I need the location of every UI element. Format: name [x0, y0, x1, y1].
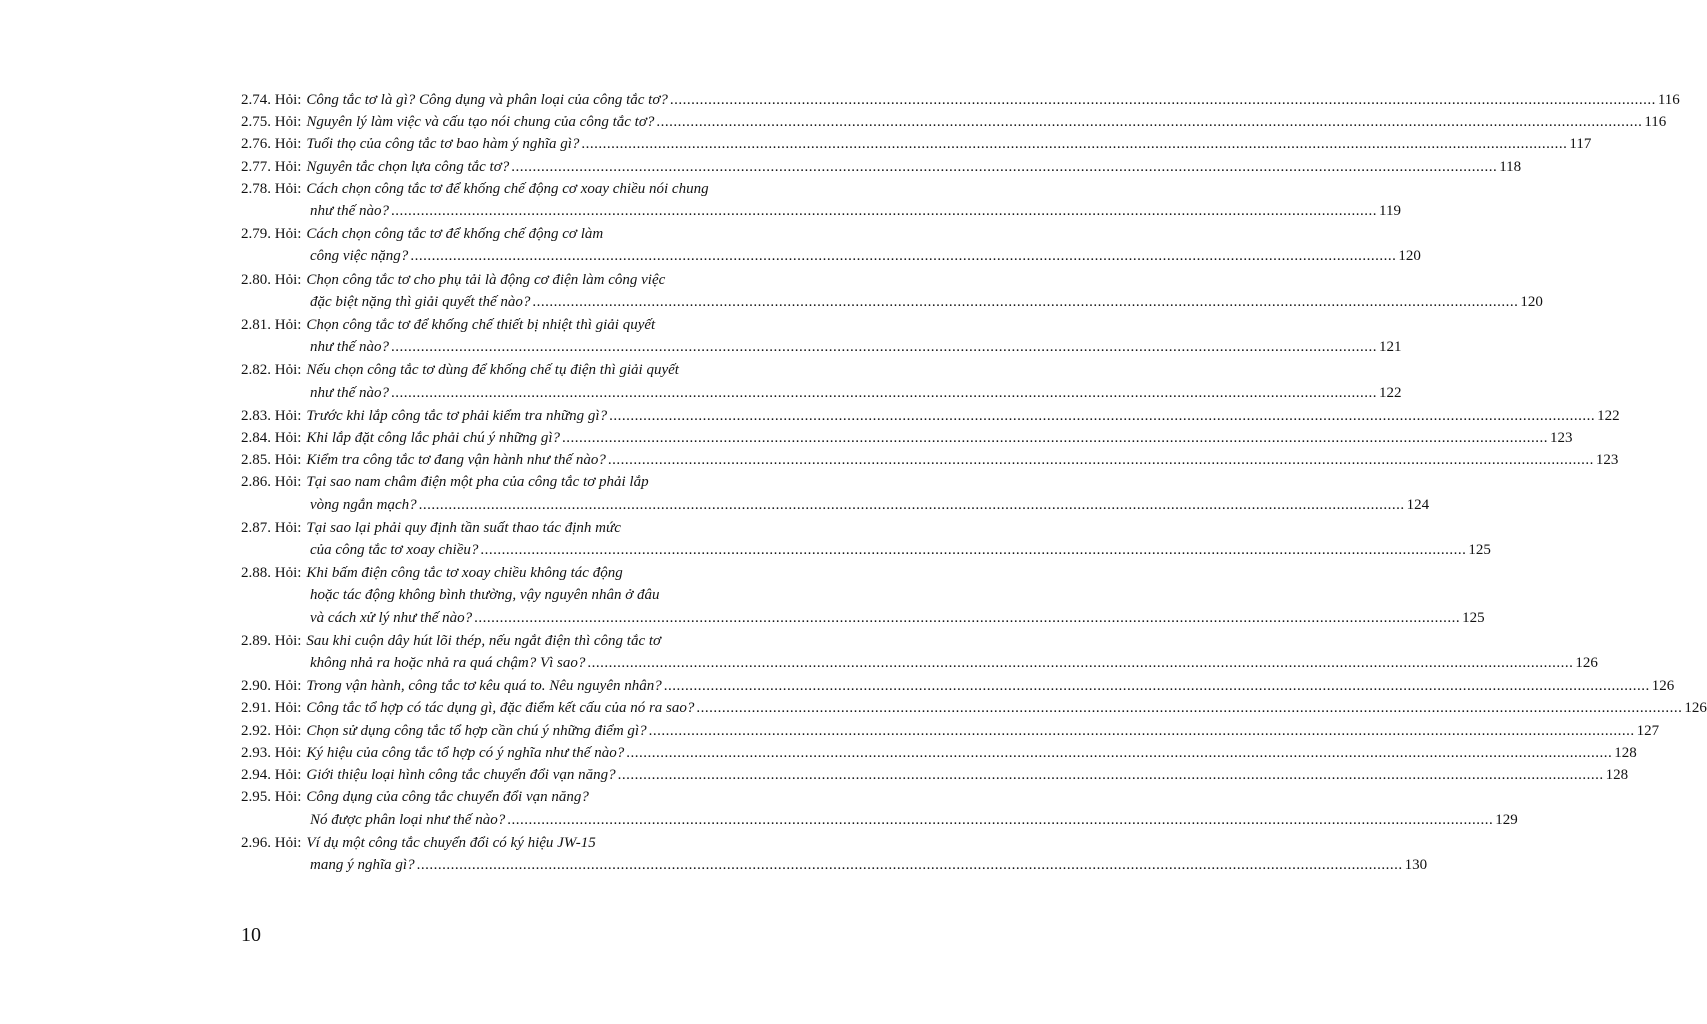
- toc-entry: [241, 269, 1543, 313]
- toc-entry-question: Tại sao lại phải quy định tần suất thao tác định mức: [306, 519, 621, 536]
- toc-entry-number: 2.92.: [241, 722, 271, 739]
- toc-entry-question: Công tắc tơ là gì? Công dụng và phân loại của công tắc tơ?: [306, 92, 668, 108]
- toc-entry-page: 127: [1636, 722, 1660, 739]
- toc-entry-page: 121: [1379, 339, 1402, 356]
- dot-leader: [696, 697, 1682, 719]
- dot-leader: [391, 200, 1377, 222]
- toc-entry-question: Công dụng của công tắc chuyển đổi vạn năng?: [306, 789, 589, 806]
- dot-leader: [410, 245, 1396, 267]
- toc-entry-number: 2.90.: [241, 678, 271, 695]
- toc-entry-page: 122: [1379, 384, 1402, 401]
- toc-entry-number: 2.74.: [241, 92, 271, 108]
- toc-entry-number: 2.77.: [241, 158, 271, 175]
- toc-entry-first-line: [241, 156, 1522, 178]
- toc-entry: [241, 720, 1660, 742]
- toc-entry-first-line: [241, 427, 1573, 449]
- toc-entry-question: mang ý nghĩa gì?: [310, 856, 415, 873]
- toc-entry: [241, 223, 1421, 267]
- toc-entry-first-line: [241, 742, 1637, 764]
- toc-entry-page: 125: [1468, 542, 1491, 559]
- dot-leader: [587, 652, 1573, 674]
- toc-entry-question: vòng ngắn mạch?: [310, 496, 417, 513]
- page-number: 10: [241, 924, 261, 946]
- toc-entry-continuation-line: [241, 584, 771, 606]
- toc-entry-number: 2.82.: [241, 362, 271, 379]
- toc-entry: [241, 764, 1629, 786]
- toc-entry-question: Công tắc tổ hợp có tác dụng gì, đặc điểm kết cấu của nó ra sao?: [306, 700, 695, 717]
- dot-leader: [608, 449, 1594, 471]
- toc-entry-number: 2.91.: [241, 700, 271, 717]
- toc-entry-page: 124: [1406, 496, 1430, 513]
- dot-leader: [391, 382, 1377, 404]
- toc-entry-continuation-line: [241, 245, 1421, 267]
- toc-entry: [241, 630, 1598, 674]
- toc-entry-question: Cách chọn công tắc tơ để khống chế động cơ làm: [306, 226, 604, 243]
- toc-entry-page: 119: [1379, 203, 1401, 220]
- toc-entry: [241, 562, 1485, 629]
- toc-entry-number: 2.79.: [241, 226, 271, 243]
- toc-entry-page: 125: [1462, 609, 1485, 626]
- toc-entry-page: 129: [1495, 811, 1518, 828]
- toc-entry-continuation-line: [241, 291, 1543, 313]
- toc-entry-question: Ví dụ một công tắc chuyển đổi có ký hiệu JW-15: [306, 834, 596, 851]
- toc-entry-continuation-line: [241, 336, 1402, 358]
- toc-entry-question: Chọn sử dụng công tắc tổ hợp cần chú ý những điểm gì?: [306, 722, 647, 739]
- toc-entry-continuation-line: [241, 854, 1428, 876]
- dot-leader: [474, 607, 1460, 629]
- toc-entry-page: 117: [1569, 136, 1592, 153]
- toc-entry-question: như thế nào?: [310, 384, 390, 401]
- toc-entry-first-line: [241, 786, 771, 808]
- toc-entry-first-line: [241, 675, 1675, 697]
- toc-entry-page: 123: [1550, 430, 1573, 447]
- toc-entry-continuation-line: [241, 607, 1485, 629]
- toc-entry-question: như thế nào?: [310, 339, 390, 356]
- toc-entry-question: như thế nào?: [310, 203, 390, 220]
- toc-entry-first-line: [241, 630, 771, 652]
- toc-entry-question: công việc nặng?: [310, 248, 409, 265]
- toc-entry: [241, 314, 1402, 358]
- toc-entry-page: 120: [1398, 248, 1421, 265]
- toc-entry-question: Giới thiệu loại hình công tắc chuyển đổi vạn năng?: [306, 767, 616, 784]
- toc-entry-first-line: [241, 832, 771, 854]
- toc-entry-number: 2.84.: [241, 430, 271, 447]
- toc-entry-question: và cách xử lý như thế nào?: [310, 609, 473, 626]
- toc-entry-question: Kiểm tra công tắc tơ đang vận hành như thế nào?: [306, 452, 606, 469]
- toc-entry-first-line: [241, 111, 1667, 133]
- toc-entry-page: 122: [1597, 407, 1620, 424]
- toc-entry-number: 2.94.: [241, 767, 271, 784]
- toc-entry-question: của công tắc tơ xoay chiều?: [310, 542, 479, 559]
- toc-entry-number: 2.83.: [241, 407, 271, 424]
- toc-entry-label: Hỏi:: [274, 744, 302, 761]
- toc-entry: [241, 133, 1592, 155]
- toc-entry-label: Hỏi:: [274, 114, 302, 131]
- dot-leader: [656, 111, 1642, 133]
- toc-entry-first-line: [241, 517, 771, 539]
- toc-entry-number: 2.80.: [241, 271, 271, 288]
- toc-entry-question: Nó được phân loại như thế nào?: [310, 811, 506, 828]
- toc-entry: [241, 517, 1491, 561]
- toc-entry-first-line: [241, 133, 1592, 155]
- dot-leader: [562, 427, 1548, 449]
- toc-entry: [241, 449, 1619, 471]
- toc-entry: [241, 89, 1680, 111]
- toc-entry-question: Tuổi thọ của công tắc tơ bao hàm ý nghĩa gì?: [306, 136, 580, 153]
- toc-entry-number: 2.86.: [241, 474, 271, 491]
- dot-leader: [419, 494, 1405, 516]
- toc-entry-page: 126: [1684, 700, 1707, 717]
- toc-entry-label: Hỏi:: [274, 317, 302, 334]
- toc-entry-label: Hỏi:: [274, 92, 302, 108]
- toc-entry-page: 116: [1657, 92, 1680, 108]
- toc-entry-label: Hỏi:: [274, 452, 302, 469]
- toc-entry-number: 2.87.: [241, 519, 271, 536]
- toc-entry: [241, 471, 1430, 515]
- toc-entry-label: Hỏi:: [274, 362, 302, 379]
- toc-entry-first-line: [241, 697, 1707, 719]
- toc-entry-page: 130: [1404, 856, 1428, 873]
- dot-leader: [618, 764, 1604, 786]
- dot-leader: [649, 720, 1635, 742]
- toc-entry-label: Hỏi:: [274, 632, 302, 649]
- toc-entry-label: Hỏi:: [274, 722, 302, 739]
- toc-entry-continuation-line: [241, 200, 1401, 222]
- toc-entry-label: Hỏi:: [274, 767, 302, 784]
- toc-entry-first-line: [241, 314, 771, 336]
- toc-entry-number: 2.88.: [241, 565, 271, 582]
- toc-entry-first-line: [241, 405, 1620, 427]
- toc-entry-number: 2.95.: [241, 789, 271, 806]
- toc-entry: [241, 405, 1620, 427]
- toc-entry-question: Nguyên lý làm việc và cấu tạo nói chung của công tắc tơ?: [306, 114, 655, 131]
- toc-entry-label: Hỏi:: [274, 226, 302, 243]
- dot-leader: [581, 133, 1567, 155]
- toc-entry: [241, 786, 1518, 830]
- toc-entry: [241, 427, 1573, 449]
- toc-entry-label: Hỏi:: [274, 678, 302, 695]
- toc-entry-page: 126: [1575, 655, 1598, 672]
- toc-entry-first-line: [241, 562, 771, 584]
- dot-leader: [507, 809, 1493, 831]
- toc-entry-first-line: [241, 178, 771, 200]
- toc-entry: [241, 675, 1675, 697]
- toc-entry-label: Hỏi:: [274, 565, 302, 582]
- toc-entry-question: Tại sao nam châm điện một pha của công tắc tơ phải lắp: [306, 474, 649, 491]
- dot-leader: [532, 291, 1518, 313]
- toc-entry-number: 2.78.: [241, 180, 271, 197]
- toc-entry-question: không nhả ra hoặc nhả ra quá chậm? Vì sao?: [310, 655, 586, 672]
- toc-entry-page: 123: [1595, 452, 1619, 469]
- toc-entry-label: Hỏi:: [274, 474, 302, 491]
- toc-entry-question: Khi bấm điện công tắc tơ xoay chiều không tác động: [306, 565, 623, 582]
- toc-entry-number: 2.81.: [241, 317, 271, 334]
- toc-entry-page: 120: [1520, 293, 1543, 310]
- toc-entry-label: Hỏi:: [274, 430, 302, 447]
- toc-entry-question: Ký hiệu của công tắc tổ hợp có ý nghĩa như thế nào?: [306, 744, 625, 761]
- toc-entry-question: Cách chọn công tắc tơ để khống chế động cơ xoay chiều nói chung: [306, 180, 709, 197]
- toc-entry-number: 2.85.: [241, 452, 271, 469]
- toc-entry-question: Chọn công tắc tơ để khống chế thiết bị nhiệt thì giải quyết: [306, 317, 656, 334]
- toc-entry-first-line: [241, 269, 771, 291]
- toc-entry-label: Hỏi:: [274, 136, 302, 153]
- dot-leader: [626, 742, 1612, 764]
- toc-entry-question: Nguyên tắc chọn lựa công tắc tơ?: [306, 158, 510, 175]
- toc-entry: [241, 742, 1637, 764]
- toc-entry-label: Hỏi:: [274, 158, 302, 175]
- dot-leader: [670, 89, 1656, 111]
- dot-leader: [664, 675, 1650, 697]
- toc-entry-question: Trước khi lắp công tắc tơ phải kiểm tra những gì?: [306, 407, 608, 424]
- toc-entry-first-line: [241, 471, 771, 493]
- toc-entry-number: 2.93.: [241, 744, 271, 761]
- toc-entry-question: Nếu chọn công tắc tơ dùng để khống chế tụ điện thì giải quyết: [306, 362, 679, 379]
- toc-entry-continuation-line: [241, 494, 1430, 516]
- dot-leader: [480, 539, 1466, 561]
- toc-entry-first-line: [241, 89, 1680, 111]
- toc-entry-first-line: [241, 449, 1619, 471]
- toc-entry-label: Hỏi:: [274, 407, 302, 424]
- toc-entry: [241, 111, 1667, 133]
- table-of-contents: [241, 89, 1707, 877]
- toc-entry-page: 126: [1651, 678, 1675, 695]
- toc-entry-first-line: [241, 720, 1660, 742]
- toc-entry-page: 118: [1499, 158, 1522, 175]
- toc-entry-label: Hỏi:: [274, 180, 302, 197]
- toc-entry-page: 128: [1605, 767, 1629, 784]
- toc-entry-number: 2.89.: [241, 632, 271, 649]
- toc-entry-label: Hỏi:: [274, 519, 302, 536]
- toc-entry-question: Khi lắp đặt công lắc phải chú ý những gì?: [306, 430, 560, 447]
- toc-entry-question: Trong vận hành, công tắc tơ kêu quá to. Nêu nguyên nhân?: [306, 678, 662, 695]
- toc-entry-question: hoặc tác động không bình thường, vậy nguyên nhân ở đâu: [310, 587, 660, 604]
- toc-entry: [241, 156, 1522, 178]
- toc-entry-page: 116: [1644, 114, 1667, 131]
- toc-entry: [241, 832, 1428, 876]
- toc-entry-first-line: [241, 223, 771, 245]
- toc-entry-number: 2.96.: [241, 834, 271, 851]
- toc-entry-first-line: [241, 764, 1629, 786]
- toc-entry: [241, 178, 1401, 222]
- dot-leader: [511, 156, 1497, 178]
- toc-entry-label: Hỏi:: [274, 789, 302, 806]
- toc-entry-question: Chọn công tắc tơ cho phụ tải là động cơ điện làm công việc: [306, 271, 666, 288]
- toc-entry: [241, 697, 1707, 719]
- dot-leader: [391, 336, 1377, 358]
- toc-entry-label: Hỏi:: [274, 834, 302, 851]
- toc-entry-number: 2.76.: [241, 136, 271, 153]
- dot-leader: [417, 854, 1403, 876]
- toc-entry-question: Sau khi cuộn dây hút lõi thép, nếu ngắt điện thì công tắc tơ: [306, 632, 662, 649]
- toc-entry-continuation-line: [241, 652, 1598, 674]
- toc-entry-page: 128: [1614, 744, 1637, 761]
- toc-entry-continuation-line: [241, 809, 1518, 831]
- toc-entry-first-line: [241, 359, 771, 381]
- toc-entry-continuation-line: [241, 382, 1402, 404]
- toc-entry-continuation-line: [241, 539, 1491, 561]
- toc-entry-number: 2.75.: [241, 114, 271, 131]
- toc-entry-label: Hỏi:: [274, 700, 302, 717]
- toc-entry: [241, 359, 1402, 403]
- dot-leader: [609, 405, 1595, 427]
- toc-entry-label: Hỏi:: [274, 271, 302, 288]
- toc-entry-question: đặc biệt nặng thì giải quyết thế nào?: [310, 293, 531, 310]
